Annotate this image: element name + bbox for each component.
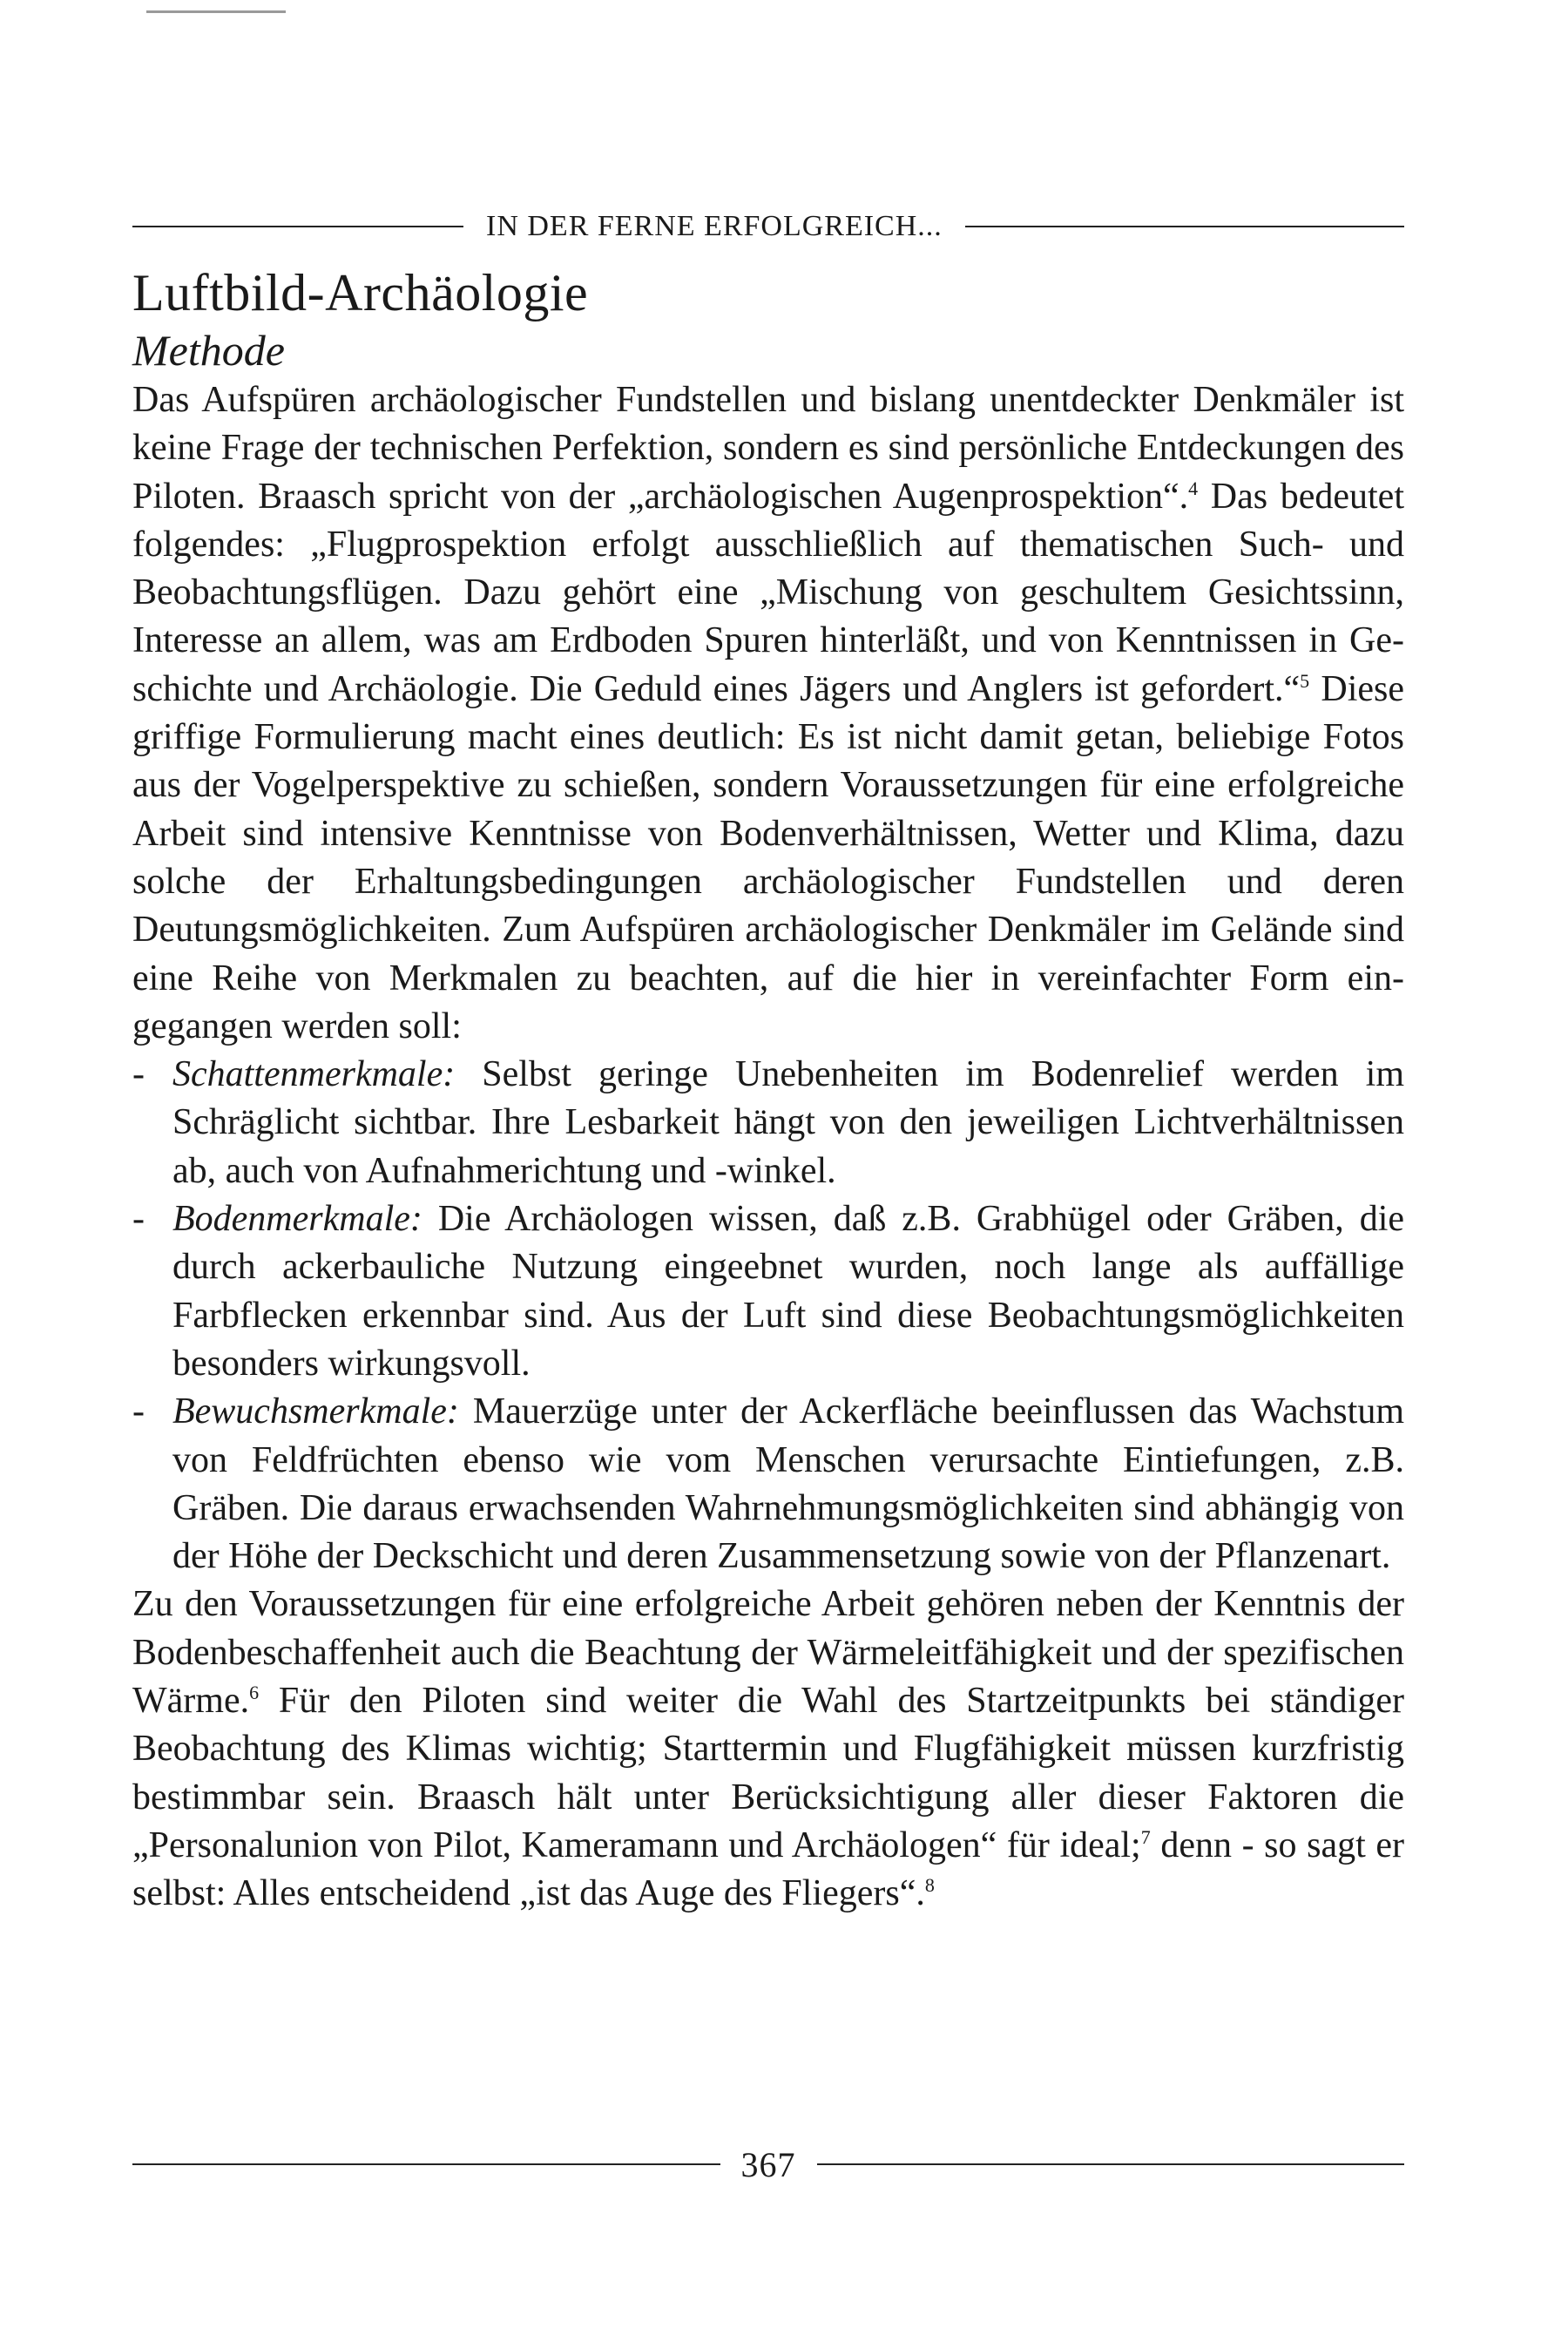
term-schattenmerkmale: Schattenmerkmale: bbox=[172, 1054, 456, 1095]
feature-list bbox=[132, 1051, 1404, 1581]
list-item-bodenmerkmale bbox=[132, 1195, 1404, 1388]
list-item-text: Selbst geringe Unebenheiten im Bodenrelief werden im Schräglicht sichtbar. Ihre Lesbarkeit hängt von den jeweiligen Lichtverhältnissen ab, auch von Aufnahmerichtung und -winkel. bbox=[172, 1054, 1404, 1191]
page-number: 367 bbox=[740, 2144, 796, 2184]
closing-text-3: denn - so sagt er selbst: Alles entscheidend „ist das Auge des Fliegers“. bbox=[132, 1824, 1404, 1914]
list-item-schattenmerkmale bbox=[132, 1051, 1404, 1195]
chapter-title: Luftbild-Archäologie bbox=[132, 264, 589, 322]
footnote-ref-7[interactable]: 7 bbox=[1140, 1825, 1151, 1848]
page-body bbox=[132, 261, 1404, 1919]
list-dash: - bbox=[132, 1054, 145, 1095]
list-item-text: Mauerzüge unter der Ackerfläche beeinflussen das Wachstum von Feldfrüchten ebenso wie vom Menschen verursachte Eintiefungen, z.B. Gräben. Die daraus erwachsenden Wahrnehmungsmöglichkeiten sind abhängig von der Höhe der Deckschicht und deren Zusammensetzung sowie von der Pflanzenart. bbox=[172, 1391, 1404, 1577]
footnote-ref-8[interactable]: 8 bbox=[924, 1874, 935, 1897]
footer-rule-right bbox=[817, 2163, 1405, 2165]
intro-paragraph bbox=[132, 376, 1404, 1051]
running-head-rule-right bbox=[965, 226, 1404, 227]
section-title: Methode bbox=[132, 326, 285, 375]
list-dash: - bbox=[132, 1199, 145, 1240]
closing-text-1: Zu den Voraussetzungen für eine erfolgreiche Arbeit gehören neben der Kenntnis der Bodenbeschaffenheit auch die Beachtung der Wärmeleitfähigkeit und der spezifischen Wärme. bbox=[132, 1584, 1404, 1722]
footnote-ref-5[interactable]: 5 bbox=[1300, 669, 1310, 692]
closing-paragraph bbox=[132, 1581, 1404, 1918]
running-head-text: IN DER FERNE ERFOLGREICH... bbox=[486, 210, 943, 242]
list-item-bewuchsmerkmale bbox=[132, 1388, 1404, 1581]
running-head bbox=[132, 202, 1404, 251]
intro-text-2: Das bedeutet folgendes: „Flugprospektion erfolgt ausschließlich auf thematischen Such- und Beobachtungsflügen. Dazu gehört eine „Mischung von geschultem Gesichtssinn, Interesse an allem, was am Erdboden Spuren hinterläßt, und von Kenntnissen in Geschichte und Archäologie. Die Geduld eines Jägers und Anglers ist gefordert.“ bbox=[132, 476, 1404, 709]
closing-text-2: Für den Piloten sind weiter die Wahl des Startzeitpunkts bei ständiger Beobachtung des Klimas wichtig; Starttermin und Flugfähigkeit müssen kurzfristig bestimmbar sein. Braasch hält unter Berücksichtigung aller dieser Faktoren die „Personalunion von Pilot, Kameramann und Archäologen“ für ideal; bbox=[132, 1681, 1404, 1865]
footnote-ref-6[interactable]: 6 bbox=[249, 1682, 260, 1704]
term-bewuchsmerkmale: Bewuchsmerkmale: bbox=[172, 1391, 459, 1432]
footer-rule-left bbox=[132, 2163, 720, 2165]
intro-text-3: Diese griffige Formulierung macht eines deutlich: Es ist nicht damit getan, beliebige Fotos aus der Vogelperspektive zu schießen, sondern Voraussetzungen für eine erfolgreiche Arbeit sind intensive Kenntnisse von Bodenverhältnissen, Wetter und Klima, dazu solche der Erhaltungsbedingungen archäologischer Fundstellen und deren Deutungsmöglichkeiten. Zum Aufspüren archäologischer Denkmäler im Gelände sind eine Reihe von Merkmalen zu beachten, auf die hier in vereinfachter Form eingegangen werden soll: bbox=[132, 668, 1404, 1046]
page-footer bbox=[132, 2140, 1404, 2189]
list-item-text: Die Archäologen wissen, daß z.B. Grabhügel oder Gräben, die durch ackerbauliche Nutzung eingeebnet wurden, noch lange als auffällige Farbflecken erkennbar sind. Aus der Luft sind diese Beobachtungsmöglichkeiten besonders wirkungsvoll. bbox=[172, 1199, 1404, 1384]
footnote-ref-4[interactable]: 4 bbox=[1188, 477, 1199, 499]
running-head-rule-left bbox=[132, 226, 463, 227]
intro-text-1: Das Aufspüren archäologischer Fundstellen und bislang unentdeckter Denkmäler ist keine Frage der technischen Perfektion, sondern es sind persönliche Entdeckungen des Piloten. Braasch spricht von der „archäologischen Augenprospektion“. bbox=[132, 380, 1404, 517]
term-bodenmerkmale: Bodenmerkmale: bbox=[172, 1199, 422, 1240]
scan-artifact-line bbox=[146, 10, 286, 13]
list-dash: - bbox=[132, 1391, 145, 1432]
